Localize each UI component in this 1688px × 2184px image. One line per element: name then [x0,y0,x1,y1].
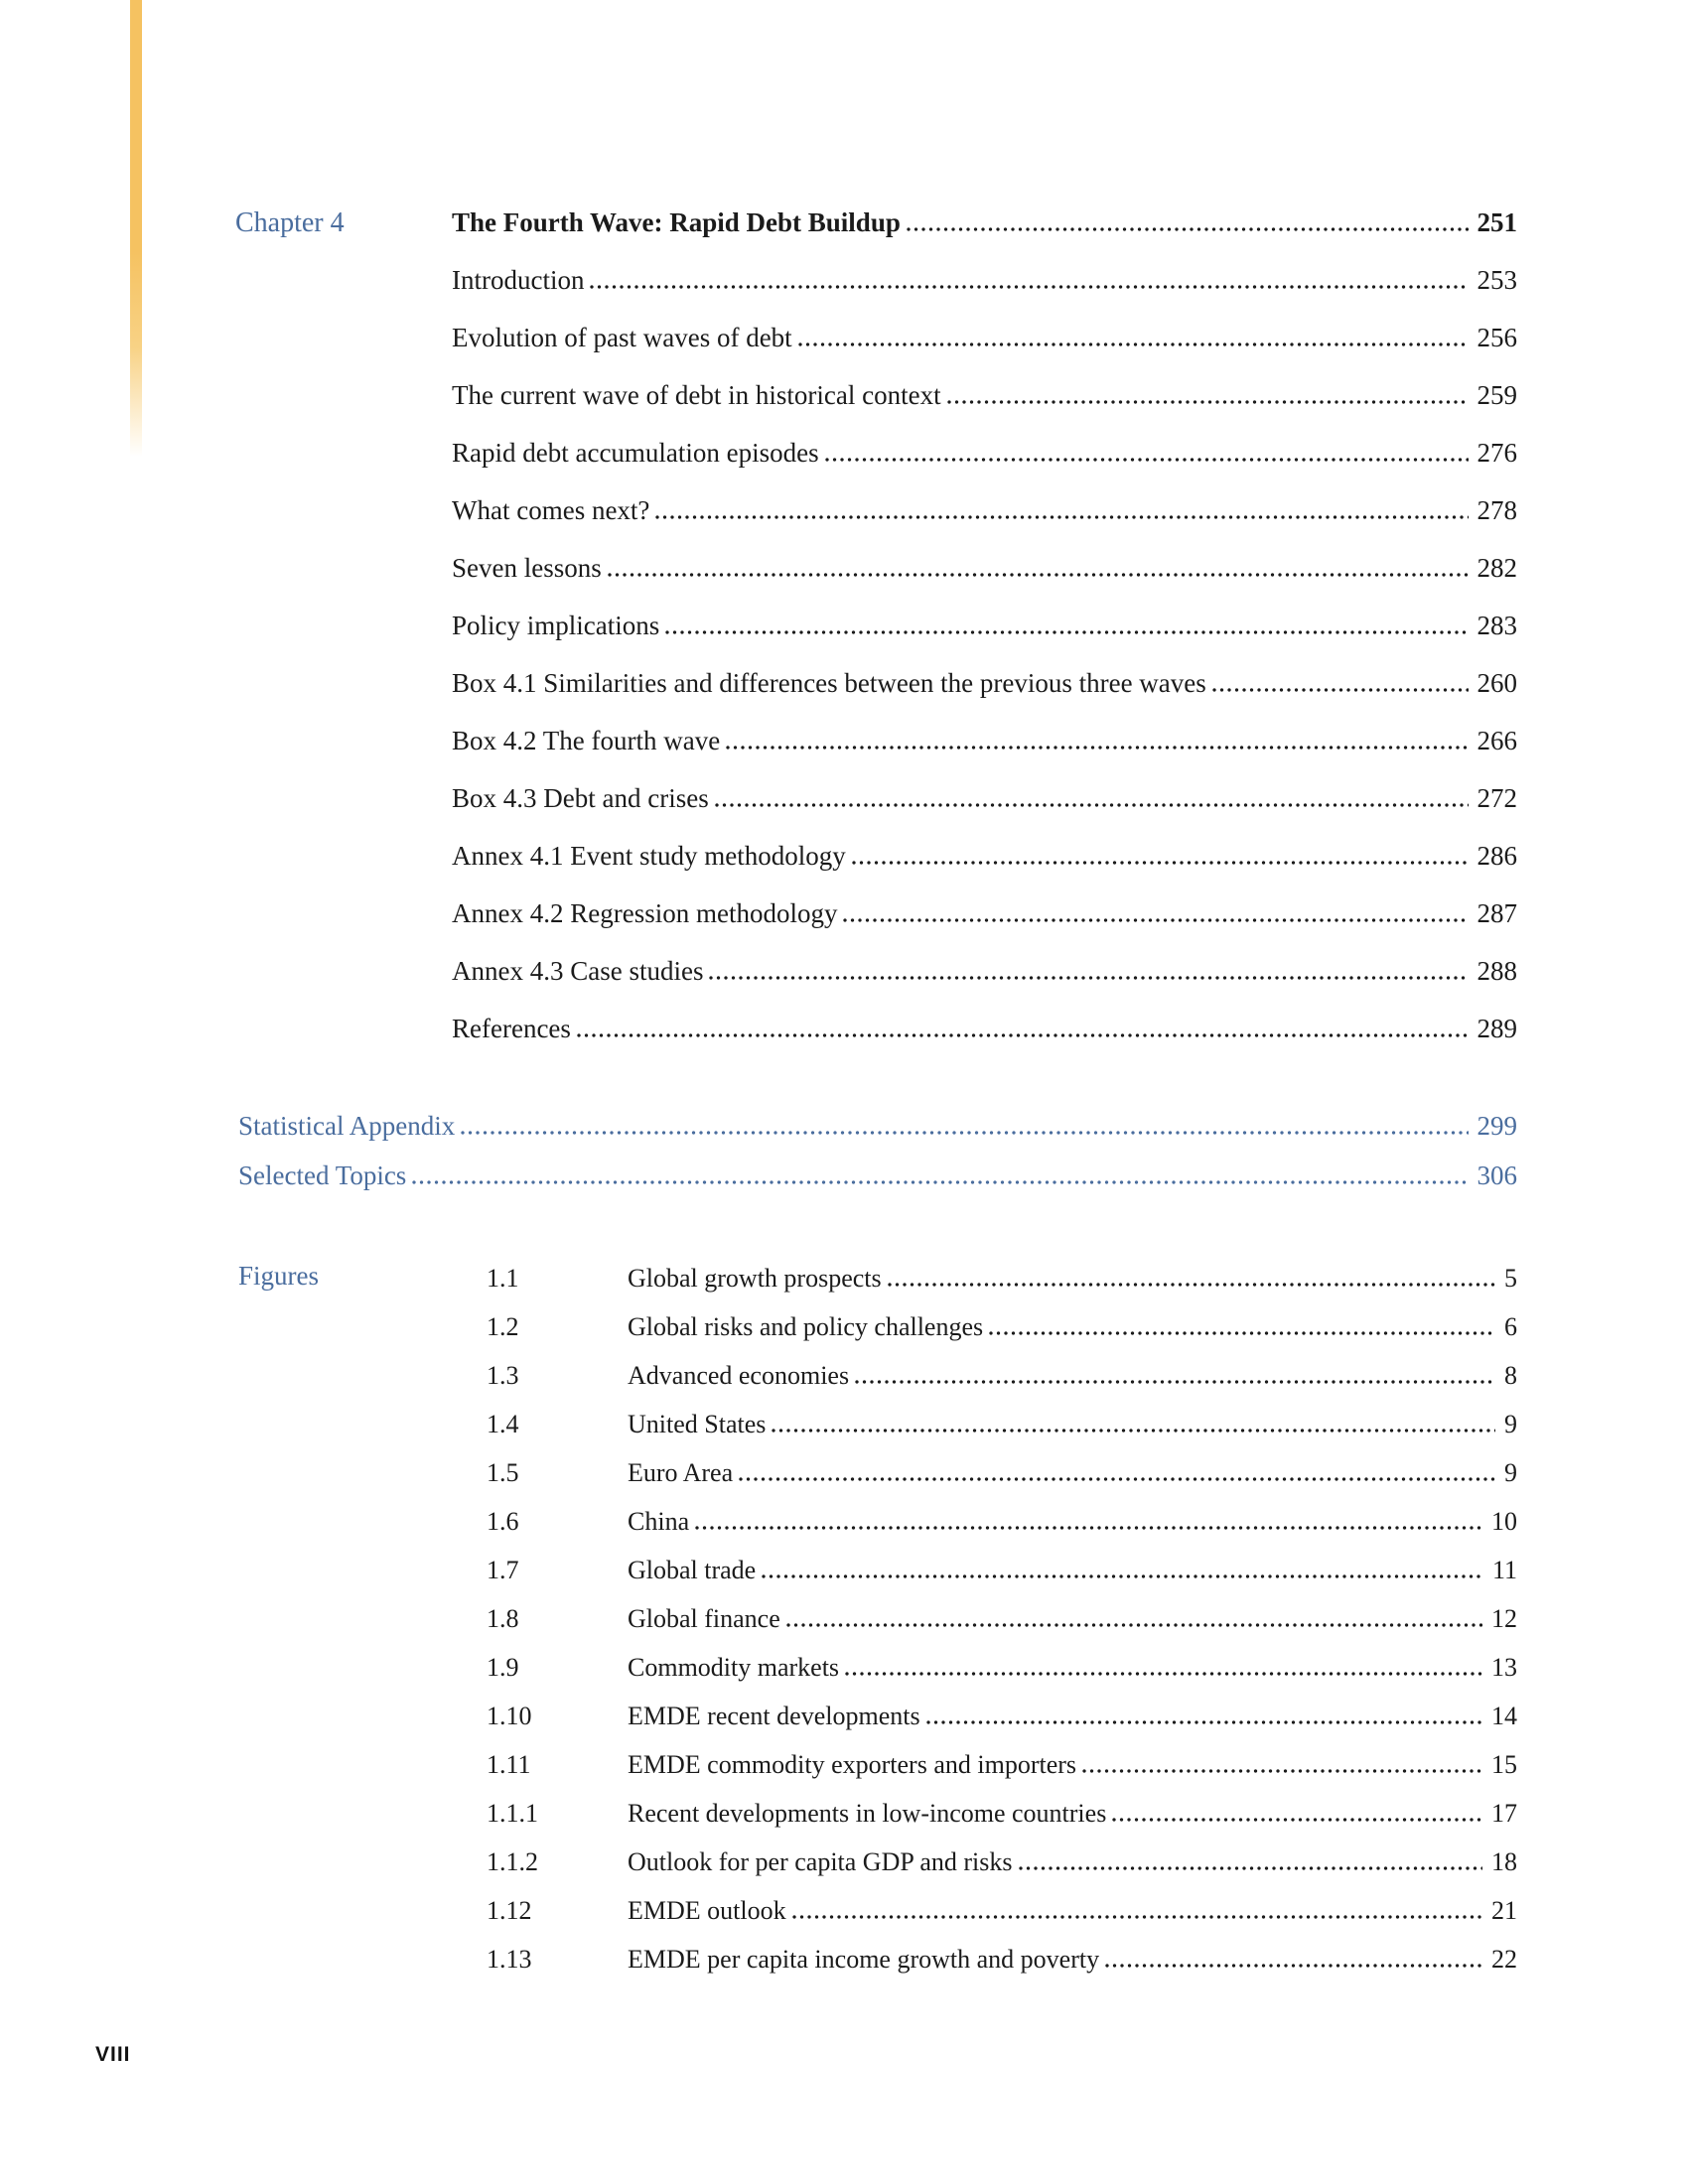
toc-entry[interactable] [452,252,1517,310]
dot-leader [608,573,1469,577]
figure-entry[interactable] [487,1498,1517,1547]
toc-entry-title: Evolution of past waves of debt [452,323,792,352]
dot-leader [845,1672,1482,1676]
toc-entry-title: Box 4.2 The fourth wave [452,726,721,755]
toc-entry[interactable] [452,425,1517,482]
dot-leader [655,515,1468,519]
figure-page: 11 [1491,1556,1517,1584]
dot-leader [888,1283,1495,1287]
toc-entry-title: References [452,1014,571,1043]
figures-section-label: Figures [238,1261,319,1291]
toc-entry-page: 251 [1477,207,1517,237]
toc-entry-page: 259 [1477,380,1517,410]
dot-leader [577,1033,1469,1037]
dot-leader [825,458,1469,462]
toc-entry-page: 306 [1477,1160,1517,1190]
figure-title: Global growth prospects [628,1264,882,1293]
figure-title: China [628,1507,690,1536]
toc-entry-page: 288 [1477,956,1517,986]
toc-entry-page: 276 [1477,438,1517,468]
figure-entry[interactable] [487,1352,1517,1401]
chapter-label: Chapter 4 [235,207,345,238]
appendix-toc-list [238,1102,1517,1201]
dot-leader [739,1477,1495,1481]
dot-leader [695,1526,1482,1530]
toc-entry[interactable] [452,713,1517,770]
figure-title: United States [628,1410,767,1438]
figure-page: 18 [1491,1847,1517,1876]
figure-number: 1.13 [487,1945,532,1974]
toc-entry-title: Box 4.1 Similarities and differences between the previous three waves [452,668,1206,698]
figure-page: 5 [1504,1264,1517,1293]
figure-page: 15 [1491,1750,1517,1779]
toc-entry-title: Policy implications [452,611,660,640]
figure-entry[interactable] [487,1790,1517,1839]
figure-entry[interactable] [487,1547,1517,1595]
toc-entry[interactable] [238,1102,1517,1152]
toc-entry-page: 283 [1477,611,1517,640]
figure-title: EMDE outlook [628,1896,786,1925]
figure-number: 1.11 [487,1750,531,1779]
dot-leader [590,285,1468,289]
toc-entry-title: Annex 4.3 Case studies [452,956,704,986]
figure-page: 10 [1491,1507,1517,1536]
dot-leader [792,1915,1482,1919]
toc-entry-title: What comes next? [452,495,650,525]
toc-entry[interactable] [452,598,1517,655]
dot-leader [715,803,1469,807]
dot-leader [947,400,1469,404]
toc-entry[interactable] [452,367,1517,425]
dot-leader [1112,1818,1482,1822]
figure-number: 1.1 [487,1264,519,1293]
figure-title: Global trade [628,1556,757,1584]
toc-entry[interactable] [452,540,1517,598]
figure-page: 9 [1504,1458,1517,1487]
figure-title: Outlook for per capita GDP and risks [628,1847,1013,1876]
toc-entry-title: Selected Topics [238,1160,407,1190]
figure-page: 22 [1491,1945,1517,1974]
toc-entry-page: 299 [1477,1111,1517,1141]
figure-number: 1.6 [487,1507,519,1536]
toc-entry[interactable] [238,1152,1517,1201]
dot-leader [461,1131,1468,1135]
dot-leader [1082,1769,1482,1773]
toc-entry-title: The Fourth Wave: Rapid Debt Buildup [452,207,901,237]
figure-title: Euro Area [628,1458,734,1487]
figure-title: Commodity markets [628,1653,840,1682]
figure-number: 1.12 [487,1896,532,1925]
figure-number: 1.2 [487,1312,519,1341]
toc-entry-page: 266 [1477,726,1517,755]
dot-leader [726,746,1468,750]
toc-entry[interactable] [452,482,1517,540]
figure-number: 1.7 [487,1556,519,1584]
dot-leader [709,976,1468,980]
figure-number: 1.1.1 [487,1799,538,1828]
figure-number: 1.1.2 [487,1847,538,1876]
figure-page: 12 [1491,1604,1517,1633]
toc-entry[interactable] [452,1001,1517,1058]
figure-entry[interactable] [487,1693,1517,1741]
dot-leader [665,630,1468,634]
toc-entry-page: 253 [1477,265,1517,295]
toc-entry-page: 286 [1477,841,1517,871]
dot-leader [843,918,1468,922]
dot-leader [852,861,1469,865]
figure-page: 9 [1504,1410,1517,1438]
figure-title: EMDE recent developments [628,1702,920,1730]
figure-entry[interactable] [487,1595,1517,1644]
toc-entry-title: Box 4.3 Debt and crises [452,783,709,813]
figure-number: 1.5 [487,1458,519,1487]
chapter-toc-list [452,195,1517,1058]
toc-entry-title: Annex 4.2 Regression methodology [452,898,838,928]
figure-entry[interactable] [487,1255,1517,1303]
figure-number: 1.3 [487,1361,519,1390]
dot-leader [786,1623,1482,1627]
toc-entry-page: 278 [1477,495,1517,525]
dot-leader [907,227,1469,231]
toc-entry-page: 287 [1477,898,1517,928]
figure-number: 1.10 [487,1702,532,1730]
dot-leader [772,1429,1495,1433]
toc-entry-title: Introduction [452,265,585,295]
toc-entry-title: Seven lessons [452,553,602,583]
toc-entry-page: 272 [1477,783,1517,813]
figure-page: 13 [1491,1653,1517,1682]
dot-leader [855,1380,1495,1384]
figure-number: 1.9 [487,1653,519,1682]
toc-entry-title: The current wave of debt in historical context [452,380,941,410]
toc-entry[interactable] [452,770,1517,828]
toc-entry-page: 289 [1477,1014,1517,1043]
toc-entry[interactable] [452,310,1517,367]
figure-entry[interactable] [487,1644,1517,1693]
figure-entry[interactable] [487,1839,1517,1887]
dot-leader [926,1720,1482,1724]
toc-entry-page: 256 [1477,323,1517,352]
toc-entry-title: Statistical Appendix [238,1111,456,1141]
page-folio: VIII [95,2043,131,2066]
figure-entry[interactable] [487,1741,1517,1790]
toc-entry-page: 282 [1477,553,1517,583]
figure-title: Recent developments in low-income countries [628,1799,1107,1828]
figure-entry[interactable] [487,1936,1517,1984]
toc-entry-page: 260 [1477,668,1517,698]
dot-leader [762,1574,1483,1578]
dot-leader [1212,688,1469,692]
figure-number: 1.8 [487,1604,519,1633]
dot-leader [1105,1964,1482,1968]
figure-title: Global finance [628,1604,780,1633]
figure-page: 6 [1504,1312,1517,1341]
figure-page: 14 [1491,1702,1517,1730]
figure-entry[interactable] [487,1303,1517,1352]
figure-title: EMDE commodity exporters and importers [628,1750,1077,1779]
dot-leader [1019,1866,1482,1870]
toc-entry[interactable] [452,195,1517,252]
figure-entry[interactable] [487,1887,1517,1936]
figure-title: Global risks and policy challenges [628,1312,984,1341]
chapter-accent-stripe [130,0,142,457]
figure-entry[interactable] [487,1401,1517,1449]
toc-entry-title: Rapid debt accumulation episodes [452,438,819,468]
dot-leader [412,1180,1468,1184]
dot-leader [989,1331,1495,1335]
figure-entry[interactable] [487,1449,1517,1498]
figure-title: EMDE per capita income growth and poverty [628,1945,1100,1974]
figure-page: 17 [1491,1799,1517,1828]
figure-page: 21 [1491,1896,1517,1925]
figures-toc-list [487,1255,1517,1984]
toc-entry[interactable] [452,655,1517,713]
toc-entry[interactable] [452,886,1517,943]
figure-page: 8 [1504,1361,1517,1390]
figure-title: Advanced economies [628,1361,850,1390]
figure-number: 1.4 [487,1410,519,1438]
toc-entry[interactable] [452,943,1517,1001]
toc-entry[interactable] [452,828,1517,886]
dot-leader [798,342,1469,346]
toc-entry-title: Annex 4.1 Event study methodology [452,841,846,871]
